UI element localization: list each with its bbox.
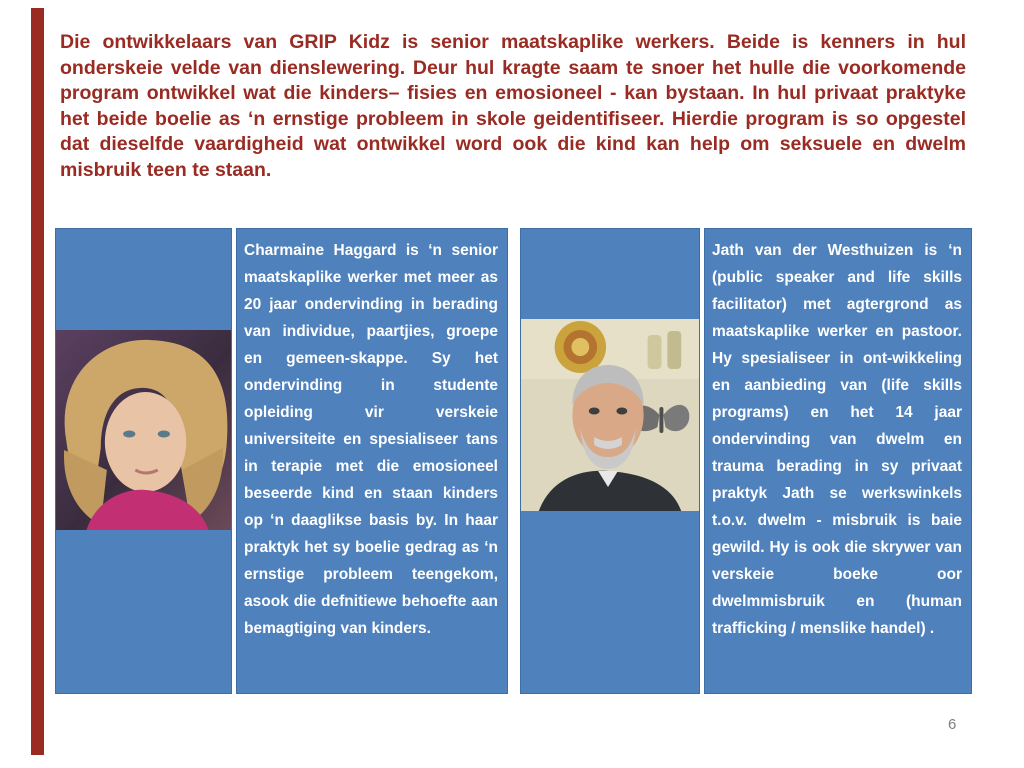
charmaine-bio-panel (236, 228, 508, 694)
charmaine-photo-panel (55, 228, 232, 694)
left-accent-bar (31, 8, 44, 755)
jath-bio-panel (704, 228, 972, 694)
jath-photo (521, 319, 699, 511)
intro-paragraph: Die ontwikkelaars van GRIP Kidz is senior maatskaplike werkers. Beide is kenners in hul onderskeie velde van dienslewering. Deur hul kragte saam te snoer het hulle die voorkomende program ontwikkel wat die kinders– fisies en emosioneel - kan bystaan. In hul privaat praktyke het beide boelie as ‘n ernstige probleem in skole geidentifiseer. Hierdie program is so opgestel dat dieselfde vaardigheid wat ontwikkel word ook die kind kan help om seksuele en dwelm misbruik teen te staan. (60, 31, 966, 181)
page-number: 6 (948, 716, 957, 733)
profile-card-charmaine (55, 228, 508, 694)
charmaine-bio-text: Charmaine Haggard is ‘n senior maatskaplike werker met meer as 20 jaar ondervinding in berading van individue, paartjies, groepe en gemeen-skappe. Sy het ondervinding in studente opleiding vir verskeie universiteite en spesialiseer tans in terapie met die emosioneel beseerde kind en staan kinders op ‘n daaglikse basis by. In haar praktyk het sy boelie gedrag as ‘n ernstige probleem teengekom, asook die defnitiewe behoefte aan bemagtiging van kinders. (244, 242, 498, 637)
charmaine-photo (56, 330, 231, 530)
jath-photo-panel (520, 228, 700, 694)
jath-bio-text: Jath van der Westhuizen is ‘n (public speaker and life skills facilitator) met agtergrond as maatskaplike werker en pastoor. Hy spesialiseer in ont-wikkeling en aanbieding van (life skills programs) en het 14 jaar ondervinding van dwelm en trauma berading in sy privaat praktyk Jath se werkswinkels t.o.v. dwelm - misbruik is baie gewild. Hy is ook die skrywer van verskeie boeke oor dwelmmisbruik en (human trafficking / menslike handel) . (712, 242, 962, 637)
profile-card-jath (520, 228, 972, 694)
